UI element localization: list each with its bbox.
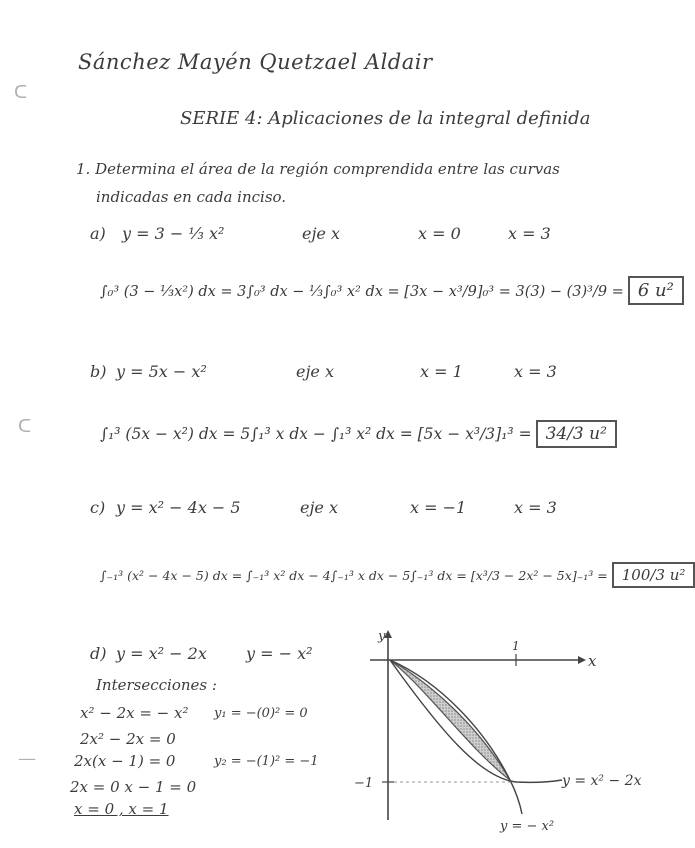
shaded-region (390, 660, 510, 780)
part-b-axis: eje x (296, 362, 335, 381)
curve1-label: y = x² − 2x (562, 773, 642, 789)
page-title: SERIE 4: Aplicaciones de la integral definida (180, 108, 591, 129)
tick-y-label: −1 (354, 776, 374, 791)
curve-parabola-2 (390, 660, 522, 814)
part-d-label: d) (90, 644, 107, 663)
intersection-step-1: x² − 2x = − x² (80, 704, 189, 722)
part-c-upper: x = 3 (514, 498, 557, 517)
problem-statement-line1: 1. Determina el área de la región comprendida entre las curvas (76, 160, 560, 178)
margin-mark: ᑕ (18, 416, 32, 437)
part-c-curve: y = x² − 4x − 5 (116, 498, 241, 517)
part-a-lower: x = 0 (418, 224, 461, 243)
part-a-work (100, 276, 684, 305)
curve2-label: y = − x² (500, 819, 555, 834)
part-b-lower: x = 1 (420, 362, 463, 381)
y-axis-label: y (378, 629, 386, 644)
part-b-integral: ∫₁³ (5x − x²) dx = 5∫₁³ x dx − ∫₁³ x² dx = [5x − x³/3]₁³ = (100, 425, 532, 443)
part-c-work (100, 562, 695, 588)
intersection-step-5: x = 0 , x = 1 (74, 800, 169, 818)
part-b-label: b) (90, 362, 107, 381)
region-graph (340, 620, 640, 840)
part-a-integral: ∫₀³ (3 − ⅓x²) dx = 3∫₀³ dx − ⅓∫₀³ x² dx = [3x − x³/9]₀³ = 3(3) − (3)³/9 = (100, 284, 624, 300)
part-b-work (100, 420, 617, 448)
part-a-label: a) (90, 224, 106, 243)
tick-x-label: 1 (512, 639, 520, 653)
part-d-curve2: y = − x² (246, 644, 313, 663)
part-c-integral: ∫₋₁³ (x² − 4x − 5) dx = ∫₋₁³ x² dx − 4∫₋₁³ x dx − 5∫₋₁³ dx = [x³/3 − 2x² − 5x]₋₁³ = (100, 568, 608, 583)
part-c-axis: eje x (300, 498, 339, 517)
part-c-result-box: 100/3 u² (612, 562, 695, 588)
part-c-label: c) (90, 498, 106, 517)
intersections-heading: Intersecciones : (96, 676, 217, 694)
intersection-step-3: 2x(x − 1) = 0 (74, 752, 176, 770)
intersection-y1: y₁ = −(0)² = 0 (214, 706, 308, 721)
part-b-result-box: 34/3 u² (536, 420, 617, 448)
part-b-upper: x = 3 (514, 362, 557, 381)
part-a-axis: eje x (302, 224, 341, 243)
part-a-result-box: 6 u² (628, 276, 684, 305)
part-d-curve1: y = x² − 2x (116, 644, 207, 663)
margin-mark: ᑕ (14, 82, 28, 103)
margin-mark: — (18, 748, 36, 769)
part-a-curve: y = 3 − ⅓ x² (122, 224, 225, 243)
intersection-step-2: 2x² − 2x = 0 (80, 730, 176, 748)
author-name: Sánchez Mayén Quetzael Aldair (78, 50, 433, 74)
intersection-step-4: 2x = 0 x − 1 = 0 (70, 778, 197, 796)
problem-statement-line2: indicadas en cada inciso. (96, 188, 287, 206)
intersection-y2: y₂ = −(1)² = −1 (214, 754, 319, 769)
x-axis-label: x (588, 652, 597, 670)
part-b-curve: y = 5x − x² (116, 362, 207, 381)
part-c-lower: x = −1 (410, 498, 467, 517)
x-axis-arrow (578, 656, 586, 664)
part-a-upper: x = 3 (508, 224, 551, 243)
